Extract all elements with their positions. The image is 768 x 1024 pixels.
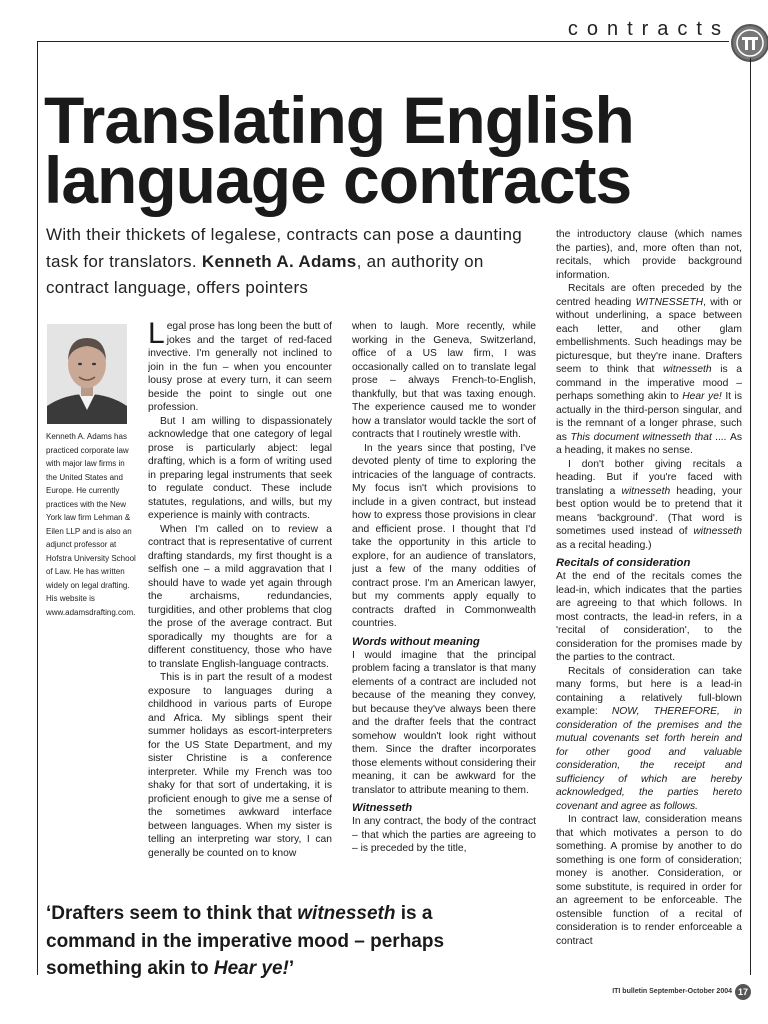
emphasis: witnesseth <box>621 485 671 497</box>
text: , with or without underlining, a space between each letter, and other glam embellishments. Such headings may be picturesque, but they're inane. Drafters seem to think that <box>556 296 742 375</box>
standfirst-part2: , an authority on contract language, offers pointers <box>46 251 484 297</box>
text: As a heading, it makes no sense. <box>556 431 742 456</box>
pull-quote-emphasis: Hear ye! <box>213 958 289 979</box>
page-number: 17 <box>735 984 751 1000</box>
text: is a command in the imperative mood – perhaps something akin to <box>556 364 742 402</box>
paragraph: the introductory clause (which names the parties), and, more often than not, recitals, which provide background information. <box>556 229 742 281</box>
frame-rule-top <box>37 41 729 42</box>
text: I don't bother giving recitals a heading. But if you're faced with translating a <box>556 458 742 497</box>
paragraph: when to laugh. More recently, while working in the Geneva, Switzerland, office of a US law firm, I was occasionally called on to translate legal prose – always French-to-English, thankfully, but that was taxing enough. The experience caused me to wonder how a translator would tackle the sort of contracts that I routinely wrestle with. <box>352 321 536 440</box>
text: as a recital heading.) <box>556 539 652 551</box>
emphasis: Hear ye! <box>682 391 722 402</box>
paragraph <box>556 665 742 814</box>
pull-quote-text: ‘Drafters seem to think that <box>46 903 292 924</box>
standfirst-part1: With their thickets of legalese, contracts can pose a daunting task for translators. <box>46 225 522 271</box>
paragraph <box>148 320 332 415</box>
paragraph: In contract law, consideration means that which motivates a person to do something. A promise by another to do something is one form of consideration; money is another. Consideration, or some substitute, is required in order for an agreement to be enforceable. The ostensible function of a recital of consideration is to render enforceable a contract <box>556 814 742 947</box>
pull-quote <box>46 900 526 983</box>
emphasis: This document witnesseth that .... <box>570 431 727 443</box>
text: heading, your best option would be to pretend that it means 'background'. (That word is sometimes used instead of <box>556 485 742 537</box>
dropcap: L <box>148 320 165 350</box>
paragraph: But I am willing to dispassionately acknowledge that one category of legal prose is particularly abject: legal drafting, which is a form of writing used in preparing legal instruments that seek to regulate conduct. These include statutes, regulations, and wills, but my experience is mainly with contracts. <box>148 415 332 521</box>
standfirst <box>46 222 536 302</box>
pull-quote-emphasis: witnesseth <box>297 903 396 924</box>
paragraph <box>556 282 742 458</box>
paragraph <box>556 458 742 553</box>
pull-quote-text: ’ <box>288 958 295 979</box>
subheading: Witnesseth <box>352 802 413 814</box>
text: It is actually in the third-person singular, and is the remnant of a longer phrase, such as <box>556 391 742 443</box>
article-column-3 <box>556 228 742 975</box>
author-bio: Kenneth A. Adams has practiced corporate law with major law firms in the United States and Europe. He currently practices with the New York law firm Lehman & Eilen LLP and is also an adjunct professor at Hofstra University School of Law. He has written widely on legal drafting. His website is www.adamsdrafting.com. <box>46 432 136 617</box>
author-photo <box>47 324 127 424</box>
frame-rule-right <box>750 58 751 975</box>
paragraph: In the years since that posting, I've devoted plenty of time to exploring the intricacies of the language of contracts. My focus isn't which provisions to include in a given contract, but instead how to express those provisions in clear and efficient prose. I thought that I'd take the opportunity in this article to explore, for an audience of translators, just a few of the many oddities of contract prose. I'm an American lawyer, but my comments apply equally to contracts drafted in Commonwealth countries. <box>352 442 536 629</box>
article-column-1 <box>148 320 332 896</box>
subheading: Recitals of consideration <box>556 557 691 569</box>
article-headline: Translating English language contracts <box>44 83 634 217</box>
emphasis: witnesseth <box>693 526 742 537</box>
paragraph: When I'm called on to review a contract that is representative of current drafting standards, my first thought is a selfish one – a mild aggravation that I should have to wade yet again through the archaisms, redundancies, turgidities, and other problems that clog the prose of the average contract. But sporadically my thoughts are for a different constituency, those who have to translate English-language contracts. <box>148 523 332 670</box>
article-column-2 <box>352 320 536 896</box>
paragraph: This is in part the result of a modest exposure to languages during a childhood in various parts of Europe and Africa. My siblings spent their summer holidays as escort-interpreters for the US State Department, and my sister Christine is a conference interpreter. While my French was too shaky for that sort of undertaking, it is proficient enough to give me a sense of the sometimes awkward interface between languages. When my sister is telling an interpreting war story, I can generally be counted on to know <box>148 672 332 859</box>
emphasis: WITNESSETH <box>635 296 704 308</box>
text: Recitals are often preceded by the centred heading <box>556 283 742 308</box>
paragraph: In any contract, the body of the contract – that which the parties are agreeing to – is preceded by the title, <box>352 816 536 854</box>
emphasis: witnesseth <box>663 364 712 375</box>
paragraph: At the end of the recitals comes the lead-in, which indicates that the parties are agreeing to that which follows. In most contracts, the lead-in refers, in a 'recital of consideration', to the consideration for the promises made by the parties to the contract. <box>556 571 742 663</box>
section-label: contracts <box>567 18 730 40</box>
iti-logo-icon <box>731 24 768 62</box>
emphasis: NOW, THEREFORE, in consideration of the premises and the mutual covenants set forth herein and for other good and valuable consideration, the receipt and sufficiency of which are hereby acknowledged, the parties hereto covenant and agree as follows. <box>556 706 742 812</box>
text: Recitals of consideration can take many forms, but here is a lead-in containing a relatively full-blown example: <box>556 665 742 717</box>
standfirst-author: Kenneth A. Adams <box>201 251 357 271</box>
subheading: Words without meaning <box>352 635 480 648</box>
frame-rule-left <box>37 41 38 975</box>
paragraph-text: egal prose has long been the butt of jokes and the target of red-faced invective. I'm generally not inclined to join in the fun – when you encounter lousy prose at every turn, it can seem beside the point to single out one profession. <box>148 321 332 413</box>
paragraph: I would imagine that the principal problem facing a translator is that many elements of a contract are included not because of the meaning they convey, but because they've always been there and the drafter feels that the contract somehow wouldn't look right without them. Since the drafter incorporates those elements without considering their meaning, it can be awkward for the translator to attribute meaning to them. <box>352 649 536 796</box>
pull-quote-text: is a command in the imperative mood – perhaps something akin to <box>46 903 445 979</box>
footer-publication: ITI bulletin September-October 2004 <box>612 988 732 995</box>
